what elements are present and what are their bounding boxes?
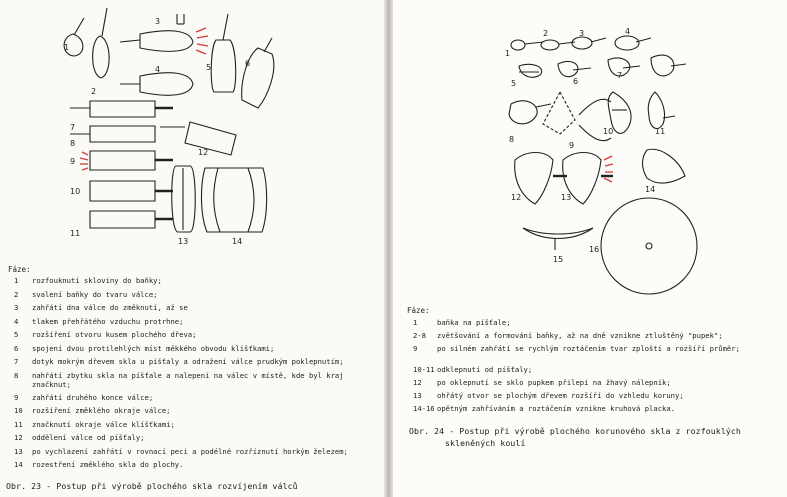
phase-number: 1 xyxy=(14,276,19,285)
phase-item xyxy=(413,318,779,331)
figure-step-label: 5 xyxy=(206,63,212,72)
phase-text: zahřátí dna válce do změknutí, až se xyxy=(32,303,188,312)
phase-item xyxy=(14,433,376,447)
phase-text: nahřátí zbytku skla na píšťale a nalepení na válec v místě, kde byl kraj značknut; xyxy=(32,370,344,389)
phase-item xyxy=(14,344,376,358)
phase-number: 2 xyxy=(14,289,19,299)
figure-step-label: 16 xyxy=(589,245,600,254)
figure-step-label: 4 xyxy=(625,27,631,36)
phase-text: tlakem přehřátého vzduchu protrhne; xyxy=(32,316,184,326)
figure-step-label: 2 xyxy=(543,29,549,38)
phase-item xyxy=(413,331,779,344)
figure-step-label: 6 xyxy=(245,59,251,68)
figure-step-label: 4 xyxy=(155,65,161,74)
phase-text: zahřátí druhého konce válce; xyxy=(32,392,154,402)
figure-step-label: 13 xyxy=(178,237,189,246)
phase-item xyxy=(14,290,376,304)
figure-caption: Obr. 23 - Postup při výrobě plochého skla rozvíjením válců xyxy=(6,481,298,491)
phases-heading: Fáze: xyxy=(407,306,430,315)
phase-item xyxy=(14,317,376,331)
figure-caption-line-2: skleněných koulí xyxy=(445,438,526,448)
phase-number: 6 xyxy=(14,343,19,353)
phase-text: opětným zahříváním a roztáčením vznikne kruhová placka. xyxy=(437,404,675,413)
figure-step-label: 13 xyxy=(561,193,572,202)
phase-number: 14 xyxy=(14,460,23,469)
phase-number: 10 xyxy=(14,406,23,415)
phase-text: oddělení válce od píšťaly; xyxy=(32,433,145,442)
phase-list xyxy=(413,318,779,417)
figure-step-label: 5 xyxy=(511,79,517,88)
phase-item xyxy=(14,447,376,461)
phase-text: rozfouknutí skloviny do baňky; xyxy=(32,276,162,285)
figure-step-label: 8 xyxy=(70,139,76,148)
phase-number: 13 xyxy=(413,391,422,400)
figure-step-label: 9 xyxy=(70,157,76,166)
figure-step-label: 7 xyxy=(617,71,623,80)
phase-number: 2-8 xyxy=(413,331,426,340)
phase-number: 9 xyxy=(14,392,19,402)
left-page xyxy=(0,0,384,497)
phases-heading: Fáze: xyxy=(8,265,31,274)
phase-item xyxy=(413,404,779,417)
phase-number: 8 xyxy=(14,370,19,380)
figure-step-label: 1 xyxy=(64,43,70,52)
phase-item xyxy=(413,391,779,404)
phase-number: 13 xyxy=(14,446,23,456)
phase-number: 12 xyxy=(413,378,422,387)
figure-step-label: 3 xyxy=(579,29,585,38)
figure-step-label: 6 xyxy=(573,77,579,86)
figure-step-label: 14 xyxy=(645,185,656,194)
phase-number: 9 xyxy=(413,344,418,353)
figure-step-label: 10 xyxy=(603,127,614,136)
phase-item xyxy=(413,365,779,378)
phase-list xyxy=(14,276,376,474)
phase-item xyxy=(413,344,779,365)
figure-step-label: 7 xyxy=(70,123,76,132)
phase-number: 10-11 xyxy=(413,365,435,374)
phase-number: 11 xyxy=(14,419,23,429)
phase-text: spojení dvou protilehlých míst měkkého obvodu klíšťkami; xyxy=(32,343,275,353)
figure-step-label: 12 xyxy=(198,148,209,157)
phase-number: 7 xyxy=(14,357,19,366)
figure-step-label: 2 xyxy=(91,87,97,96)
figure-24-illustration xyxy=(393,0,787,270)
phase-number: 14-16 xyxy=(413,404,435,413)
phase-number: 4 xyxy=(14,316,19,326)
phase-item xyxy=(14,276,376,290)
figure-step-label: 15 xyxy=(553,255,564,264)
figure-step-label: 1 xyxy=(505,49,511,58)
phase-item xyxy=(14,406,376,420)
phase-number: 12 xyxy=(14,433,23,442)
figure-step-label: 3 xyxy=(155,17,161,26)
phase-number: 5 xyxy=(14,330,19,339)
phase-text: po oklepnutí se sklo pupkem přilepí na žhavý nálepník; xyxy=(437,378,671,387)
figure-step-label: 9 xyxy=(569,141,575,150)
phase-text: zvětšování a formování baňky, až na dně vznikne ztluštěný "pupek"; xyxy=(437,331,723,340)
right-page xyxy=(393,0,787,497)
figure-step-label: 14 xyxy=(232,237,243,246)
phase-text: značknutí okraje válce klíšťkami; xyxy=(32,419,175,429)
figure-23-illustration xyxy=(0,0,384,250)
phase-item xyxy=(14,303,376,317)
phase-text: ohřátý otvor se plochým dřevem rozšíří do vzhledu koruny; xyxy=(437,391,684,400)
figure-step-label: 11 xyxy=(655,127,666,136)
figure-step-label: 12 xyxy=(511,193,522,202)
phase-item xyxy=(14,371,376,393)
figure-step-label: 10 xyxy=(70,187,81,196)
phase-text: baňka na píšťale; xyxy=(437,318,511,327)
phase-text: po silném zahřátí se rychlým roztáčením tvar zploští a rozšíří průměr; xyxy=(437,344,740,353)
phase-item xyxy=(14,460,376,474)
phase-item xyxy=(14,330,376,344)
figure-step-label: 8 xyxy=(509,135,515,144)
phase-text: dotyk mokrým dřevem skla u píšťaly a odražení válce prudkým poklepnutím; xyxy=(32,357,344,366)
phase-item xyxy=(413,378,779,391)
phase-text: svalení baňky do tvaru válce; xyxy=(32,289,158,299)
figure-caption-line-1: Obr. 24 - Postup při výrobě plochého korunového skla z rozfouklých xyxy=(409,426,741,436)
phase-number: 3 xyxy=(14,303,19,312)
phase-item xyxy=(14,357,376,371)
phase-item xyxy=(14,420,376,434)
phase-text: odklepnutí od píšťaly; xyxy=(437,365,533,374)
phase-text: rozšíření otvoru kusem plochého dřeva; xyxy=(32,330,197,339)
phase-text: rozestření změklého skla do plochy. xyxy=(32,460,184,469)
phase-number: 1 xyxy=(413,318,418,327)
phase-item xyxy=(14,393,376,407)
phase-text: po vychlazení zahřátí v rovnací peci a podélné rozříznutí horkým železem; xyxy=(32,446,348,456)
figure-step-label: 11 xyxy=(70,229,81,238)
phase-text: rozšíření změklého okraje válce; xyxy=(32,406,171,415)
book-gutter xyxy=(384,0,393,497)
